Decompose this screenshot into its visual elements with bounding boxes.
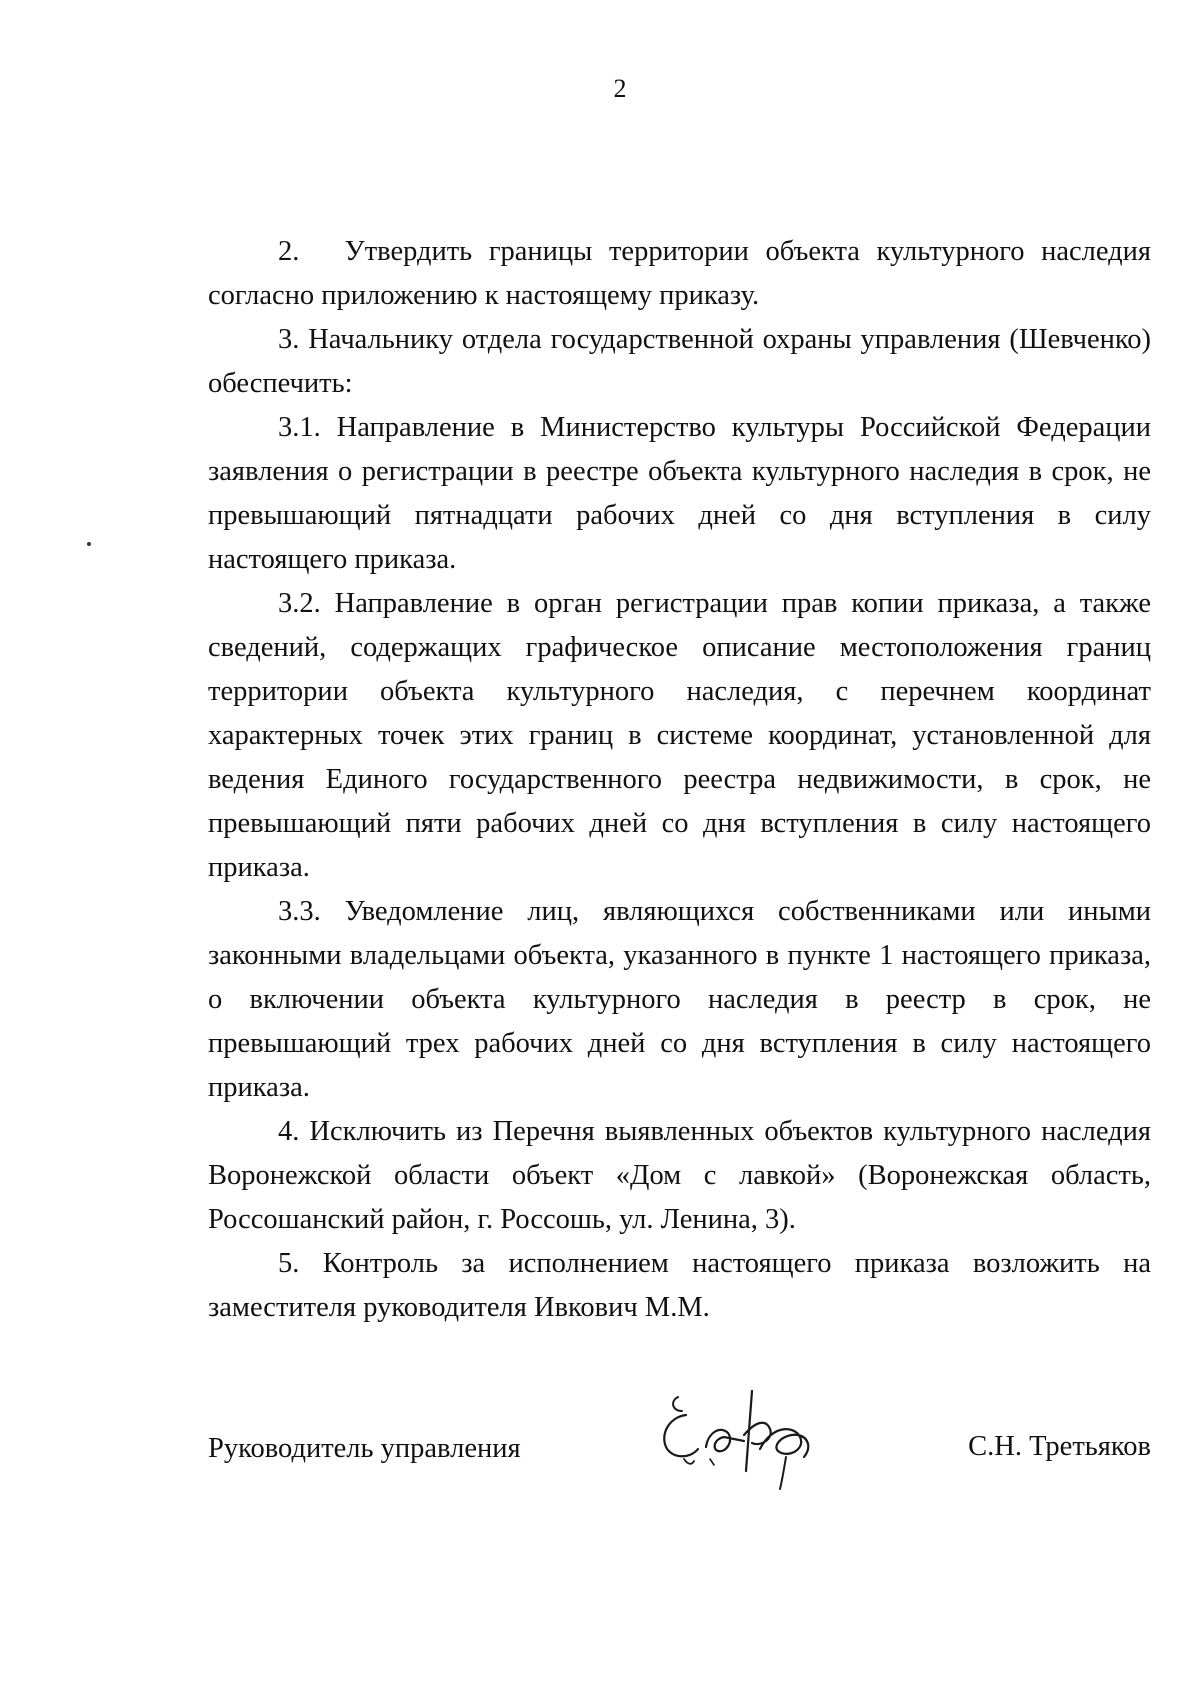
paragraph-3-2: 3.2. Направление в орган регистрации прав копии приказа, а также сведений, содержащих графическое описание местоположения границ территории объекта культурного наследия, с перечнем координат характерных точек этих границ в системе координат, установленной для ведения Единого государственного реестра недвижимости, в срок, не превышающий пяти рабочих дней со дня вступления в силу настоящего приказа. [208, 588, 1151, 883]
paragraph-3-1: 3.1. Направление в Министерство культуры Российской Федерации заявления о регистрации в реестре объекта культурного наследия в срок, не превышающий пятнадцати рабочих дней со дня вступления в силу настоящего приказа. [208, 412, 1151, 575]
paragraph-5: 5. Контроль за исполнением настоящего приказа возложить на заместителя руководителя Ивкович М.М. [208, 1248, 1151, 1323]
paragraph-3: 3. Начальнику отдела государственной охраны управления (Шевченко) обеспечить: [208, 324, 1151, 399]
page-number: 2 [613, 74, 627, 103]
document-body [208, 230, 1151, 1330]
signature-block [208, 1385, 1151, 1495]
signatory-position: Руководитель управления [208, 1433, 521, 1464]
paragraph-4: 4. Исключить из Перечня выявленных объектов культурного наследия Воронежской области объект «Дом с лавкой» (Воронежская область, Россошанский район, г. Россошь, ул. Ленина, 3). [208, 1116, 1151, 1235]
scan-dot [87, 542, 91, 546]
paragraph-3-3: 3.3. Уведомление лиц, являющихся собственниками или иными законными владельцами объекта, указанного в пункте 1 настоящего приказа, о включении объекта культурного наследия в реестр в срок, не превышающий трех рабочих дней со дня вступления в силу настоящего приказа. [208, 896, 1151, 1103]
handwritten-signature [648, 1385, 838, 1495]
paragraph-2: 2. Утвердить границы территории объекта культурного наследия согласно приложению к настоящему приказу. [208, 236, 1151, 311]
signatory-name: С.Н. Третьяков [968, 1431, 1151, 1462]
